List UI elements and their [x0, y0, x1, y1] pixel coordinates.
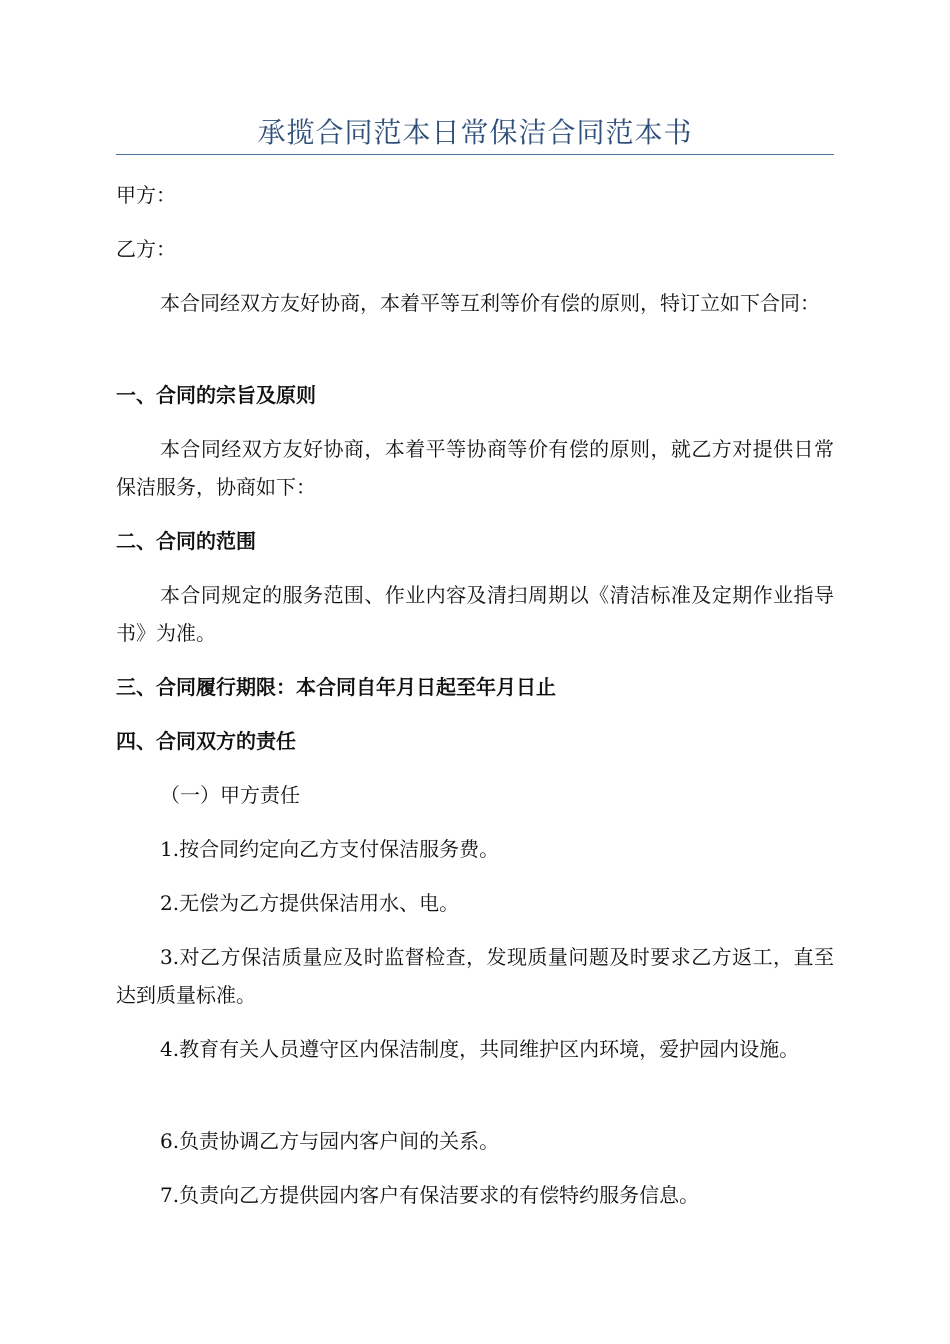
- section-3-heading: 三、合同履行期限：本合同自年月日起至年月日止: [116, 675, 556, 699]
- list-item: 7.负责向乙方提供园内客户有保洁要求的有偿特约服务信息。: [160, 1183, 700, 1207]
- list-item: 1.按合同约定向乙方支付保洁服务费。: [160, 837, 500, 861]
- section-4-heading: 四、合同双方的责任: [116, 729, 296, 753]
- section-2-heading: 二、合同的范围: [116, 529, 256, 553]
- list-item: 2.无偿为乙方提供保洁用水、电。: [160, 891, 460, 915]
- list-item: 3.对乙方保洁质量应及时监督检查，发现质量问题及时要求乙方返工，直至达到质量标准。: [116, 945, 834, 1007]
- party-a-label: 甲方：: [116, 183, 176, 207]
- list-item: 6.负责协调乙方与园内客户间的关系。: [160, 1129, 500, 1153]
- title-underline: [116, 154, 834, 155]
- section-2-body: 本合同规定的服务范围、作业内容及清扫周期以《清洁标准及定期作业指导书》为准。: [116, 583, 834, 645]
- intro-paragraph: 本合同经双方友好协商，本着平等互利等价有偿的原则，特订立如下合同：: [160, 291, 820, 315]
- party-b-label: 乙方：: [116, 237, 176, 261]
- section-1-heading: 一、合同的宗旨及原则: [116, 383, 316, 407]
- section-1-body: 本合同经双方友好协商，本着平等协商等价有偿的原则，就乙方对提供日常保洁服务，协商如下：: [116, 437, 834, 499]
- list-item: 4.教育有关人员遵守区内保洁制度，共同维护区内环境，爱护园内设施。: [160, 1037, 800, 1061]
- document-title: 承揽合同范本日常保洁合同范本书: [257, 116, 693, 149]
- party-a-responsibility-subheading: （一）甲方责任: [160, 783, 300, 807]
